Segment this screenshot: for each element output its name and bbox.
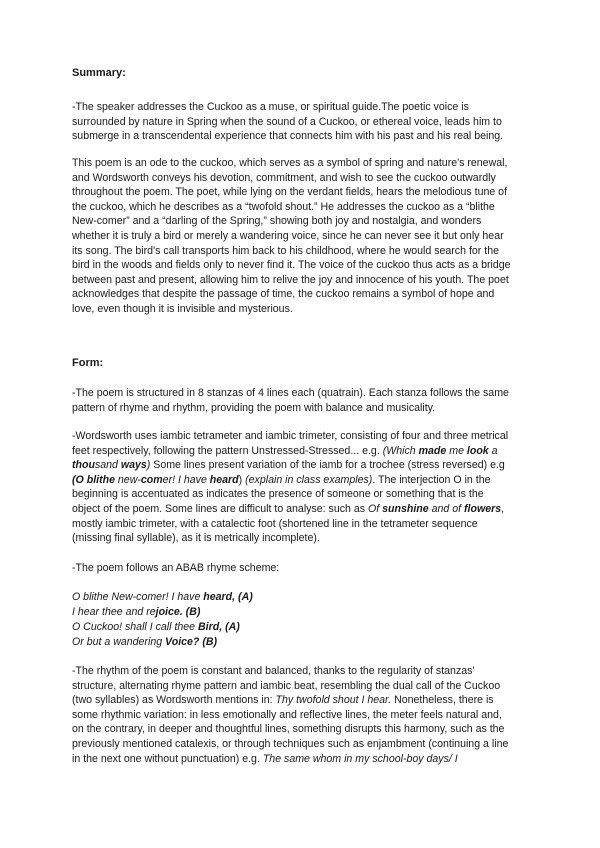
form-paragraph-2: -Wordsworth uses iambic tetrameter and iambic trimeter, consisting of four and three metrical feet respectively, following the pattern Unstressed-Stressed... e.g. (Which made me look a thousand ways) Some lines present variation of the iamb for a trochee (stress reversed) e.g (O blithe new-comer! I have heard) (explain in class examples). The interjection O in the beginning is accentuated as indicates the presence of someone or something that is the object of the poem. Some lines are difficult to analyse: such as Of sunshine and of flowers, mostly iambic trimeter, with a catalectic foot (shortened line in the tetrameter sequence (missing final syllable), as it is metrically incomplete). (72, 430, 509, 545)
form-heading: Form: (72, 357, 104, 369)
form-paragraph-1: -The poem is structured in 8 stanzas of 4 lines each (quatrain). Each stanza follows the same pattern of rhyme and rhythm, providing the poem with balance and musicality. (72, 387, 509, 414)
form-paragraph-4: -The rhythm of the poem is constant and balanced, thanks to the regularity of stanzas' structure, alternating rhyme pattern and iambic beat, resembling the dual call of the Cuckoo (two syllables) as Wordsworth mentions in: Thy twofold shout I hear. Nonetheless, there is some rhythmic variation: in less emotionally and reflective lines, the meter feels natural and, on the contrary, in deeper and thoughtful lines, something disrupts this harmony, such as the previously mentioned catalexis, or through techniques such as enjambment (continuing a line in the next one without punctuation) e.g. The same whom in my school-boy days/ I (72, 665, 509, 765)
verse-line: Or but a wandering Voice? (B) (72, 636, 218, 648)
summary-paragraph-2: This poem is an ode to the cuckoo, which serves as a symbol of spring and nature's renewal, and Wordsworth conveys his devotion, commitment, and wish to see the cuckoo outwardly throughout the poem. The poet, while lying on the verdant fields, hears the melodious tune of the cuckoo, which he describes as a “twofold shout.” He addresses the cuckoo as a “blithe New-comer” and a “darling of the Spring,” showing both joy and nostalgia, and wonders whether it is truly a bird or merely a wandering voice, since he can never see it but only hear its song. The bird's call transports him back to his childhood, where he would search for the bird in the woods and fields only to never find it. The voice of the cuckoo thus acts as a bridge between past and present, allowing him to relive the joy and innocence of his youth. The poet acknowledges that despite the passage of time, the cuckoo remains a symbol of hope and love, even though it is invisible and mysterious. (72, 157, 511, 315)
verse-line: O Cuckoo! shall I call thee Bird, (A) (72, 621, 240, 633)
verse-line: O blithe New-comer! I have heard, (A) (72, 591, 253, 603)
summary-heading: Summary: (72, 67, 126, 79)
verse-line: I hear thee and rejoice. (B) (72, 606, 201, 618)
summary-paragraph-1: -The speaker addresses the Cuckoo as a muse, or spiritual guide.The poetic voice is surrounded by nature in Spring when the sound of a Cuckoo, or ethereal voice, leads him to submerge in a transcendental experience that connects him with his past and his real being. (72, 101, 504, 143)
form-paragraph-3: -The poem follows an ABAB rhyme scheme: (72, 562, 280, 574)
